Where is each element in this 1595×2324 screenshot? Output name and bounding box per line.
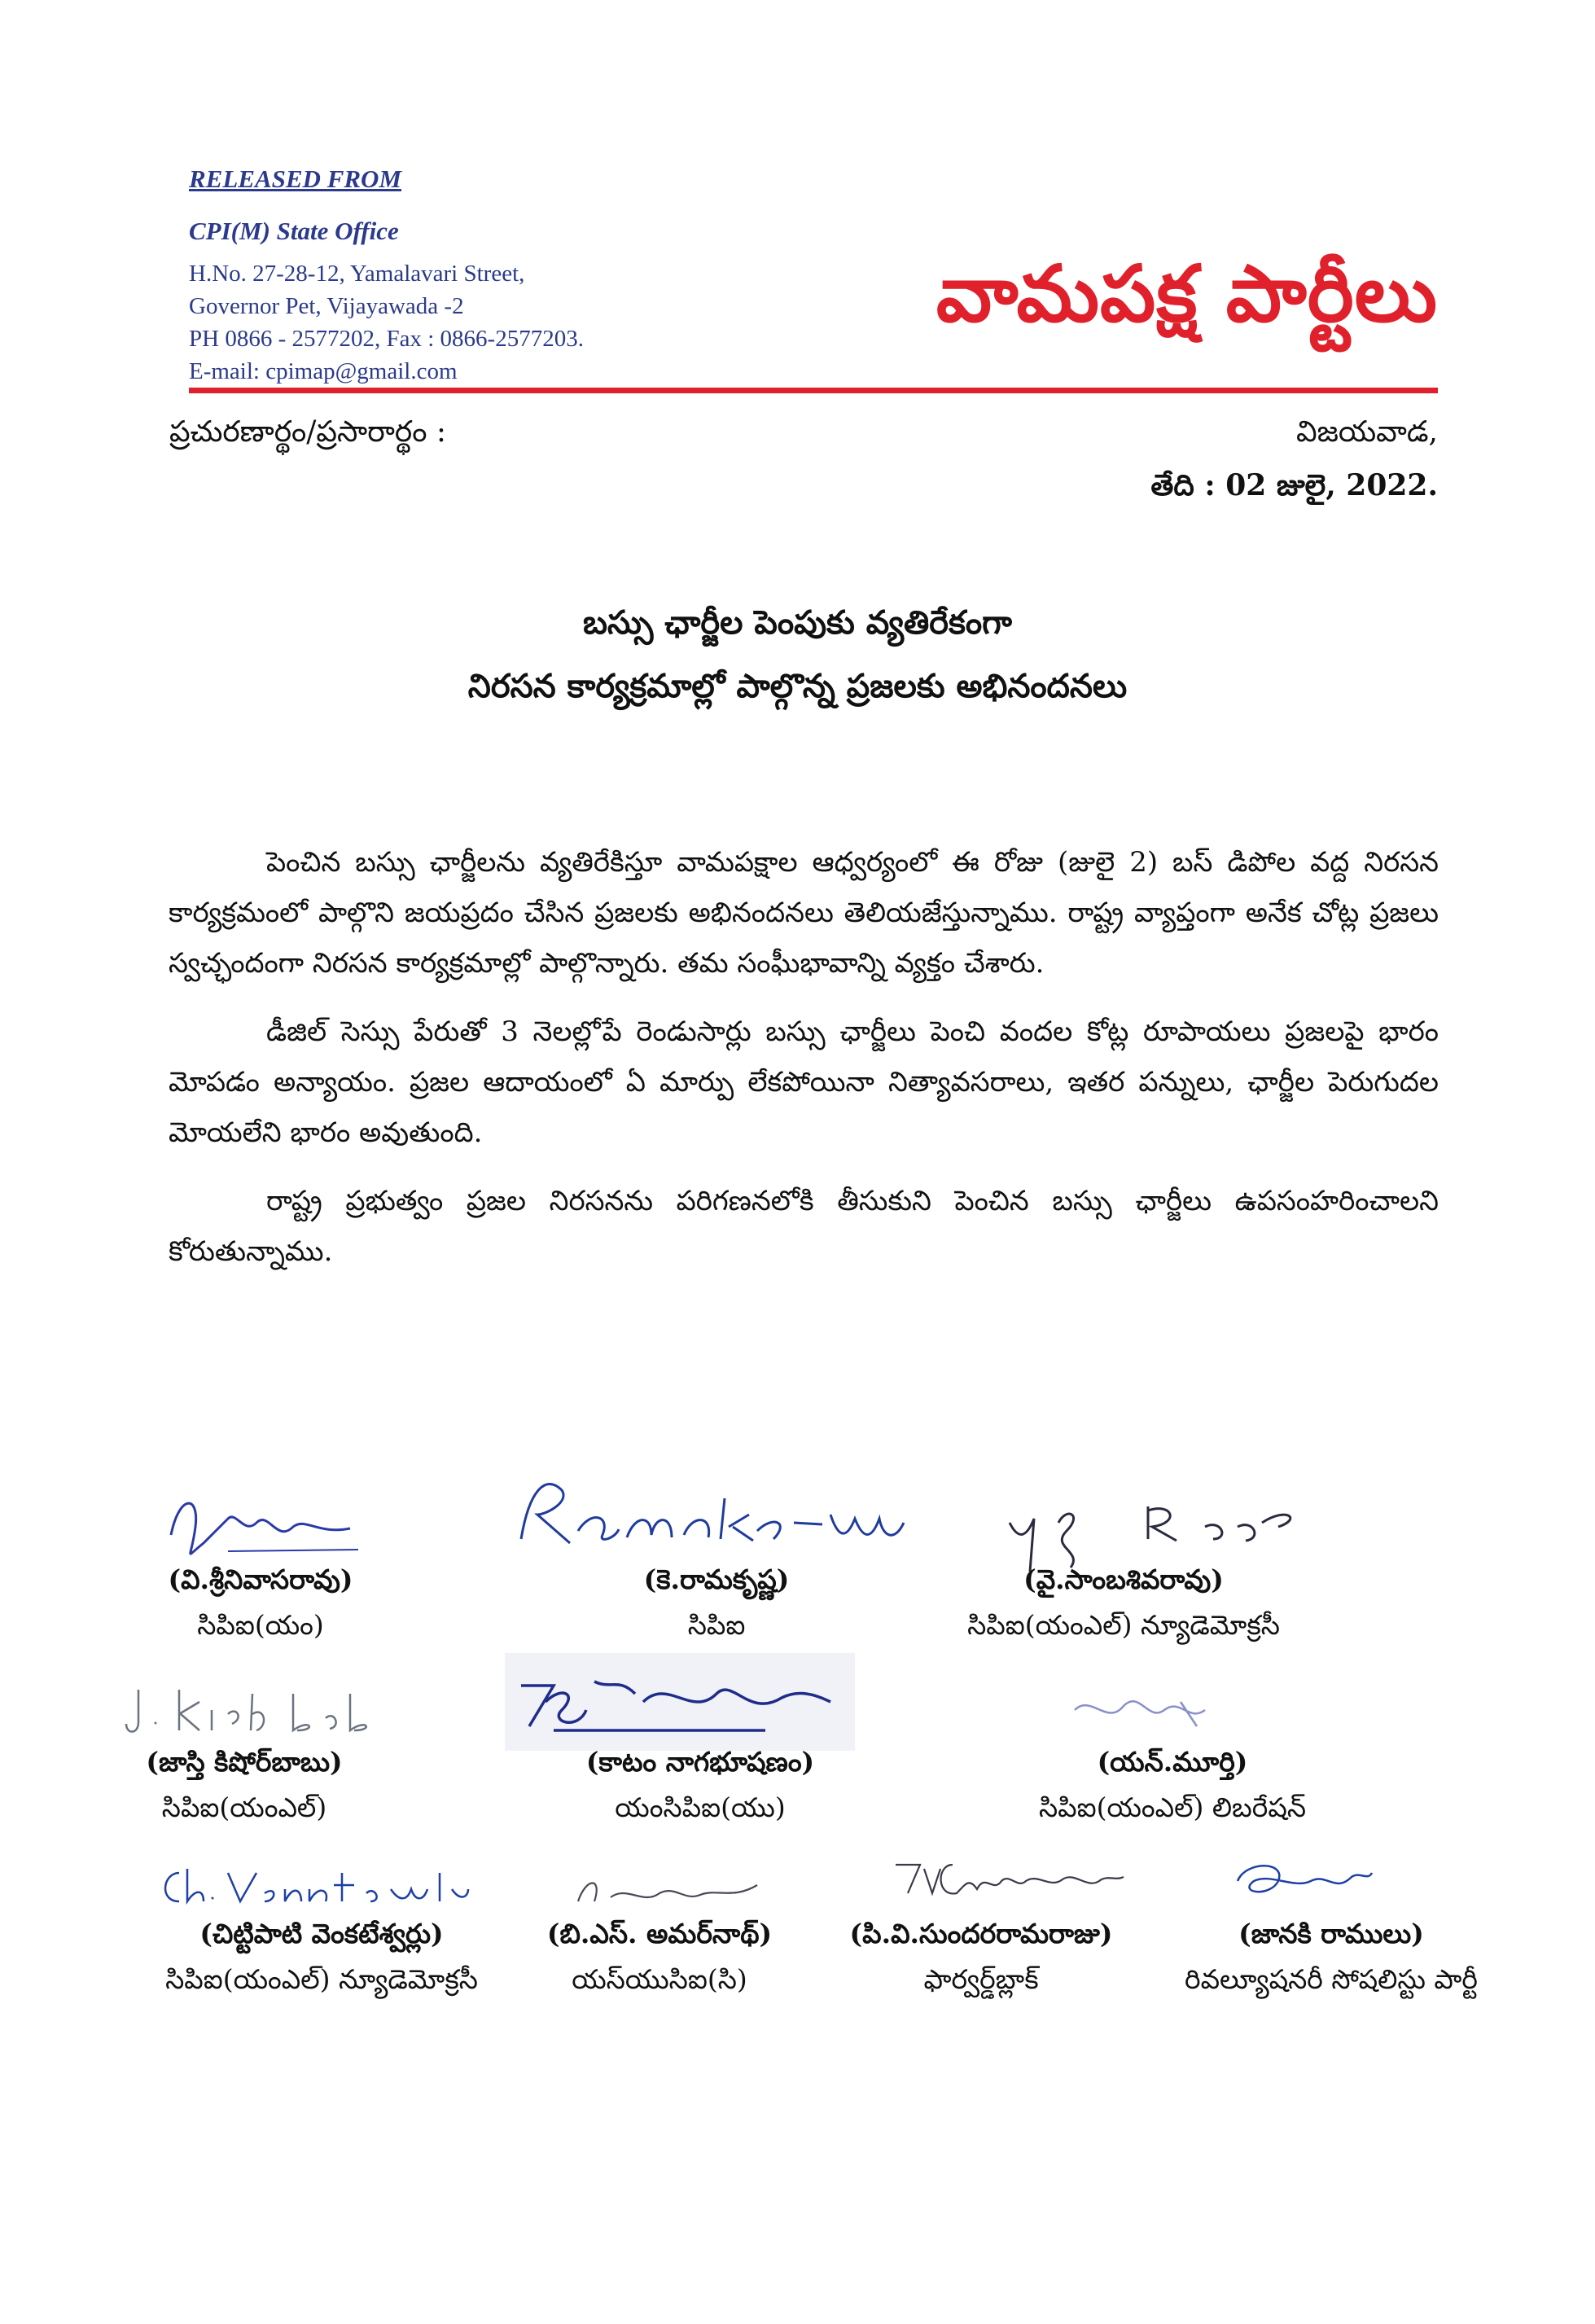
signatory-10 — [1140, 1911, 1523, 2002]
signatory-7-party: సిపిఐ(యంఎల్) న్యూడెమోక్రసీ — [165, 1963, 478, 1995]
signatory-1 — [122, 1557, 399, 1648]
signatory-10-party: రివల్యూషనరీ సోషలిస్టు పార్టీ — [1185, 1963, 1478, 1995]
address-line-1: H.No. 27-28-12, Yamalavari Street, — [189, 261, 525, 287]
address-line-4: E-mail: cpimap@gmail.com — [189, 358, 458, 384]
signatory-3 — [928, 1557, 1319, 1648]
signatory-4 — [122, 1739, 366, 1831]
signature-5 — [505, 1653, 855, 1751]
signature-2 — [513, 1466, 920, 1563]
signatory-9 — [822, 1911, 1140, 2002]
office-name: CPI(M) State Office — [189, 217, 399, 245]
city-label: విజయవాడ, — [1295, 415, 1438, 449]
signature-8 — [562, 1861, 773, 1918]
paragraph-1: పెంచిన బస్సు ఛార్జీలను వ్యతిరేకిస్తూ వామపక్షాల ఆధ్వర్యంలో ఈ రోజు (జులై 2) బస్ డిపోల వద్ద నిరసన కార్యక్రమంలో పాల్గొని జయప్రదం చేసిన ప్రజలకు అభినందనలు తెలియజేస్తున్నాము. రాష్ట్ర వ్యాప్తంగా అనేక చోట్ల ప్రజలు స్వచ్ఛందంగా నిరసన కార్యక్రమాల్లో పాల్గొన్నారు. తమ సంఘీభావాన్ని వ్యక్తం చేశారు. — [169, 846, 1439, 980]
signatory-8-name: (బి.ఎస్. అమర్‌నాథ్) — [546, 1918, 773, 1949]
title-line-1: బస్సు ఛార్జీల పెంపుకు వ్యతిరేకంగా — [582, 604, 1013, 642]
signature-7 — [155, 1853, 480, 1918]
signature-9 — [887, 1848, 1132, 1914]
signatory-9-name: (పి.వి.సుందరరామరాజు) — [849, 1918, 1113, 1949]
signatory-1-name: (వి.శ్రీనివాసరావు) — [168, 1563, 353, 1595]
signatory-5-party: యంసిపిఐ(యు) — [615, 1791, 786, 1823]
banner-title: వామపక్ష పార్టీలు — [936, 248, 1438, 340]
paragraph-2: డీజిల్ సెస్సు పేరుతో 3 నెలల్లోపే రెండుసార్లు బస్సు ఛార్జీలు పెంచి వందల కోట్ల రూపాయలు ప్రజలపై భారం మోపడం అన్యాయం. ప్రజల ఆదాయంలో ఏ మార్పు లేకపోయినా నిత్యావసరాలు, ఇతర పన్నులు, ఛార్జీల పెరుగుదల మోయలేని భారం అవుతుంది. — [169, 1015, 1439, 1149]
signatory-8 — [529, 1911, 790, 2002]
signatory-9-party: ఫార్వర్డ్‌బ్లాక్ — [923, 1963, 1039, 1995]
signatory-6-party: సిపిఐ(యంఎల్) లిబరేషన్ — [1038, 1791, 1307, 1823]
signature-4 — [122, 1673, 391, 1747]
signatory-3-party: సిపిఐ(యంఎల్) న్యూడెమోక్రసీ — [967, 1609, 1280, 1641]
date-label: తేది : 02 జులై, 2022. — [1150, 468, 1438, 502]
body-text — [169, 837, 1439, 1295]
signatory-8-party: యస్‌యుసిఐ(సి) — [572, 1963, 747, 1995]
signatory-1-party: సిపిఐ(యం) — [197, 1609, 324, 1641]
signatory-3-name: (వై.సాంబశివరావు) — [1023, 1563, 1224, 1595]
title-line-2: నిరసన కార్యక్రమాల్లో పాల్గొన్న ప్రజలకు అభినందనలు — [467, 668, 1128, 705]
signatory-2-party: సిపిఐ — [687, 1609, 746, 1641]
signatory-6 — [985, 1739, 1360, 1831]
signatory-7 — [122, 1911, 521, 2002]
signatory-5 — [529, 1739, 871, 1831]
signatory-2 — [578, 1557, 855, 1648]
signatory-4-name: (జాస్తి కిషోర్‌బాబు) — [146, 1746, 343, 1778]
purpose-label: ప్రచురణార్థం/ప్రసారార్థం : — [169, 415, 447, 449]
signatory-5-name: (కాటం నాగభూషణం) — [585, 1746, 815, 1778]
signatory-6-name: (యన్.మూర్తి) — [1097, 1746, 1248, 1778]
signatory-7-name: (చిట్టిపాటి వెంకటేశ్వర్లు) — [199, 1918, 444, 1949]
address-line-2: Governor Pet, Vijayawada -2 — [189, 293, 464, 319]
paragraph-3: రాష్ట్ర ప్రభుత్వం ప్రజల నిరసనను పరిగణనలోకి తీసుకుని పెంచిన బస్సు ఛార్జీలు ఉపసంహరించాలని కోరుతున్నాము. — [169, 1185, 1439, 1268]
signature-6 — [1058, 1677, 1246, 1743]
signatory-4-party: సిపిఐ(యంఎల్) — [161, 1791, 327, 1823]
signatory-10-name: (జానకి రాములు) — [1238, 1918, 1424, 1949]
signatory-2-name: (కె.రామకృష్ణ) — [643, 1563, 790, 1595]
signature-10 — [1221, 1848, 1384, 1914]
address-line-3: PH 0866 - 2577202, Fax : 0866-2577203. — [189, 326, 584, 352]
released-from-label: RELEASED FROM — [189, 164, 402, 193]
header-divider — [189, 388, 1438, 393]
